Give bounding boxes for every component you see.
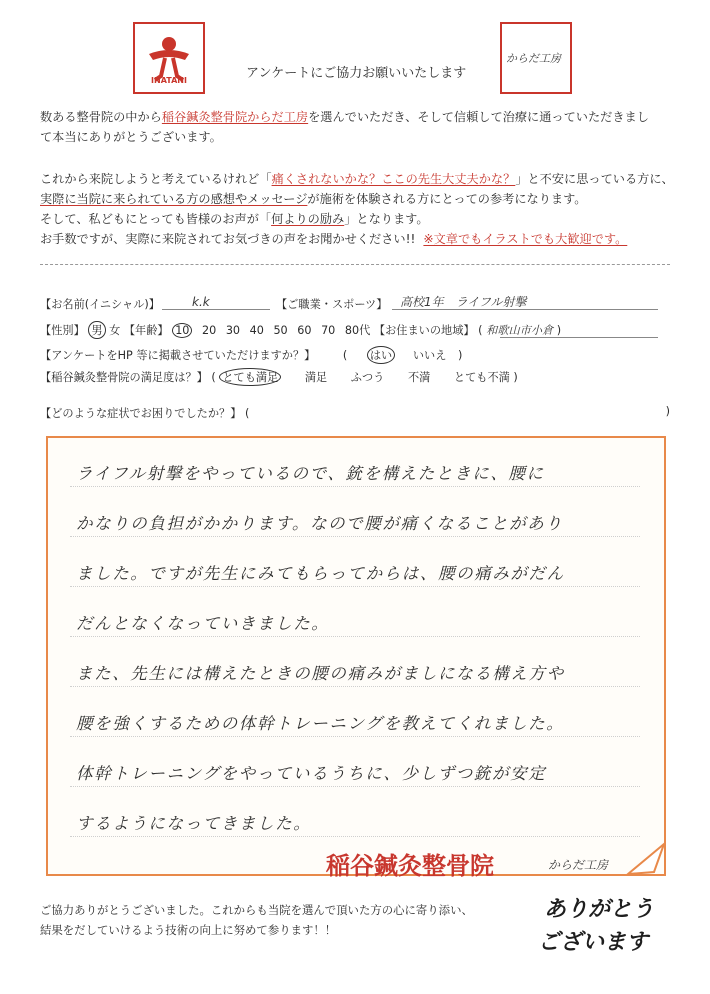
job-field	[392, 291, 658, 310]
satisfaction-row	[40, 368, 518, 386]
age-option: 50	[273, 324, 288, 337]
intro-text: 数ある整骨院の中から	[40, 110, 162, 124]
intro-line-5	[40, 210, 429, 228]
area-paren: (	[478, 324, 483, 337]
intro-line-4	[40, 190, 587, 208]
logo-text: INATANI	[151, 76, 187, 85]
clinic-sub: からだ工房	[548, 858, 609, 872]
intro-text: これから来院しようと考えているけれど「	[40, 172, 272, 186]
message-line-5: また、先生には構えたときの腰の痛みがましになる構え方や	[76, 664, 565, 683]
message-line-4: だんとなくなっていきました。	[76, 614, 330, 633]
intro-line-1	[40, 108, 649, 126]
message-line-1: ライフル射撃をやっているので、銃を構えたときに、腰に	[76, 464, 545, 483]
footer-line-1: ご協力ありがとうございました。これからも当院を選んで頂いた方の心に寄り添い、	[40, 903, 473, 917]
worry-highlight: 痛くされないかな？ここの先生大丈夫かな？	[271, 172, 516, 186]
intro-text: を選んでいただき、そして信頼して治療に通っていただきまし	[308, 110, 649, 124]
message-line-3: ました。ですが先生にみてもらってからは、腰の痛みがだん	[76, 564, 565, 583]
name-label: 【お名前(イニシャル)】	[40, 298, 160, 311]
gender-age-row	[40, 321, 561, 339]
paren: (	[211, 371, 216, 384]
intro-text: 」となります。	[344, 212, 429, 226]
gender-female: 女	[109, 324, 121, 337]
ruled-line	[70, 836, 640, 837]
name-field	[162, 291, 270, 310]
intro-text: が施術を体験される方にとっての参考になります。	[307, 192, 587, 206]
intro-text: 実際に当院に来られている方の感想やメッセージ	[40, 192, 308, 206]
gender-male-selected: 男	[88, 321, 105, 339]
age-option: 70	[321, 324, 336, 337]
footer-line-2: 結果をだしていけるよう技術の向上に努めて参ります！！	[40, 923, 337, 937]
hp-label: 【アンケートをHP 等に掲載させていただけますか？】	[40, 349, 316, 362]
area-underline	[500, 336, 658, 338]
karada-koubou-stamp	[500, 22, 572, 94]
satisfaction-very-satisfied-selected: とても満足	[219, 368, 281, 386]
hp-yes-selected: はい	[367, 346, 395, 364]
divider	[40, 264, 670, 265]
encouragement-highlight: 何よりの励み	[271, 212, 345, 226]
ruled-line	[70, 686, 640, 687]
ruled-line	[70, 736, 640, 737]
intro-line-2: て本当にありがとうございます。	[40, 130, 222, 144]
symptom-label: 【どのような症状でお困りでしたか？】	[40, 407, 242, 420]
symptom-row	[40, 405, 670, 421]
paren: (	[244, 407, 250, 420]
message-line-2: かなりの負担がかかります。なので腰が痛くなることがあり	[76, 514, 564, 533]
age-10-selected: 10	[172, 323, 192, 338]
message-line-6: 腰を強くするための体幹トレーニングを教えてくれました。	[76, 714, 565, 733]
satisfaction-option: 不満	[407, 371, 431, 384]
satisfaction-option: とても不満	[453, 371, 510, 384]
ruled-line	[70, 786, 640, 787]
name-value: k.k	[192, 295, 210, 309]
age-option: 40	[249, 324, 264, 337]
clinic-name: 稲谷鍼灸整骨院	[326, 851, 494, 880]
age-option: 60	[297, 324, 312, 337]
paren: )	[513, 371, 518, 384]
intro-line-3	[40, 170, 674, 188]
clinic-name-highlight: 稲谷鍼灸整骨院からだ工房	[161, 110, 309, 124]
message-line-8: するようになってきました。	[76, 814, 312, 833]
message-line-7: 体幹トレーニングをやっているうちに、少しずつ銃が安定	[76, 764, 547, 783]
ruled-line	[70, 586, 640, 587]
folded-corner	[626, 842, 666, 876]
message-box	[46, 436, 666, 876]
area-label: 【お住まいの地域】	[373, 324, 475, 337]
satisfaction-option: ふつう	[350, 371, 385, 384]
intro-line-6	[40, 230, 627, 248]
survey-title: アンケートにご協力お願いいたします	[246, 66, 467, 81]
ruled-line	[70, 636, 640, 637]
thanks-line-1: ありがとう	[544, 897, 655, 922]
paren: )	[457, 349, 463, 362]
paren: (	[342, 349, 348, 362]
intro-text: 」と不安に思っている方に、	[515, 172, 674, 186]
illustration-welcome: ※文章でもイラストでも大歓迎です。	[423, 232, 628, 246]
intro-text: そして、私どもにとっても皆様のお声が「	[40, 212, 272, 226]
area-value: 和歌山市小倉	[486, 324, 554, 337]
satisfaction-label: 【稲谷鍼灸整骨院の満足度は？】	[40, 371, 208, 384]
age-option: 30	[225, 324, 241, 337]
hp-row	[40, 346, 462, 364]
hp-no: いいえ	[412, 349, 447, 362]
ruled-line	[70, 536, 640, 537]
thanks-line-2: ございます	[538, 930, 649, 955]
job-label: 【ご職業・スポーツ】	[276, 298, 388, 311]
paren: )	[665, 405, 670, 418]
ruled-line	[70, 486, 640, 487]
gender-label: 【性別】	[40, 324, 85, 337]
age-option: 80代	[344, 324, 371, 337]
age-label: 【年齢】	[123, 324, 169, 337]
age-option: 20	[202, 324, 217, 337]
thank-you-calligraphy	[538, 892, 678, 972]
stamp-text: からだ工房	[506, 52, 561, 65]
area-paren: )	[556, 324, 562, 337]
intro-text: お手数ですが、実際に来院されてお気づきの声をお聞かせください!!	[40, 232, 416, 246]
inatani-logo	[133, 22, 205, 94]
satisfaction-option: 満足	[304, 371, 328, 384]
job-value: 高校1年 ライフル射撃	[400, 295, 527, 309]
